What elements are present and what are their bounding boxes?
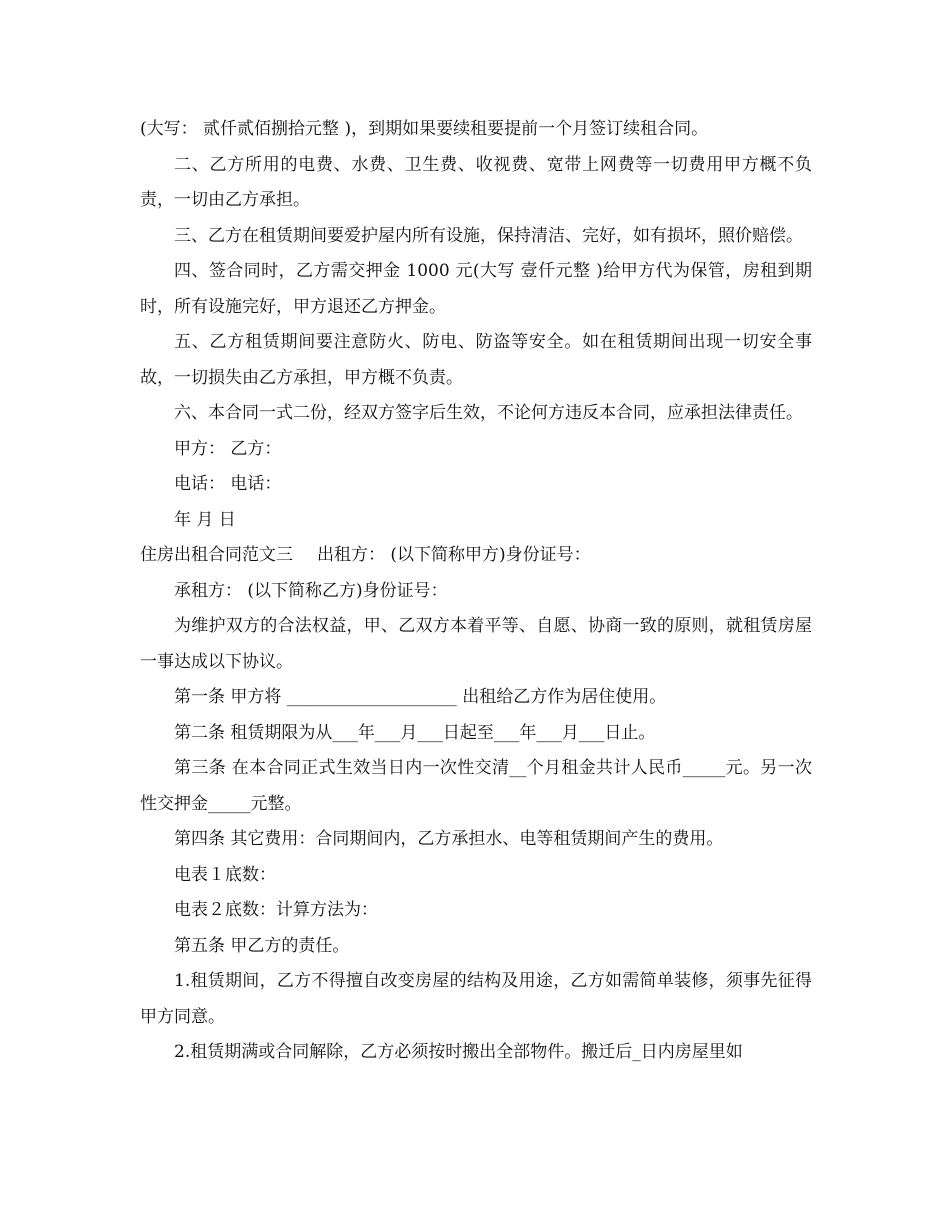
responsibility-item-one: 1.租赁期间，乙方不得擅自改变房屋的结构及用途，乙方如需简单装修，须事先征得甲方同意。 [140,971,812,1027]
meter-one-reading: 电表１底数： [174,864,276,885]
clause-six-copies: 六、本合同一式二份，经双方签字后生效，不论何方违反本合同，应承担法律责任。 [174,403,803,423]
document-body [140,112,812,1071]
signature-parties: 甲方： 乙方： [174,438,282,459]
clause-four-deposit: 四、签合同时，乙方需交押金 1000 元(大写 壹仟元整 )给甲方代为保管，房租到期时，所有设施完好，甲方退还乙方押金。 [140,261,812,317]
article-one: 第一条 甲方将 ____________________ 出租给乙方作为居住使用。 [174,687,667,707]
article-three: 第三条 在本合同正式生效当日内一次性交清__个月租金共计人民币_____元。另一次性交押金_____元整。 [140,758,812,814]
article-two: 第二条 租赁期限为从___年___月___日起至___年___月___日止。 [174,722,656,743]
clause-two-fees: 二、乙方所用的电费、水费、卫生费、收视费、宽带上网费等一切费用甲方概不负责，一切由乙方承担。 [140,154,812,210]
paragraph-rent-amount: (大写： 贰仟贰佰捌拾元整 )，到期如果要续租要提前一个月签订续租合同。 [140,119,709,139]
contract-three-heading [140,538,812,574]
meter-two-reading: 电表２底数：计算方法为： [174,900,378,920]
article-four: 第四条 其它费用：合同期间内，乙方承担水、电等租赁期间产生的费用。 [174,829,724,849]
signature-phone: 电话： 电话： [174,474,282,494]
contract-three-title: 住房出租合同范文三 [140,545,293,565]
intro-paragraph: 为维护双方的合法权益，甲、乙双方本着平等、自愿、协商一致的原则，就租赁房屋一事达成以下协议。 [140,616,812,672]
lessee-line: 承租方： (以下简称乙方)身份证号： [174,580,448,601]
lessor-line: 出租方： (以下简称甲方)身份证号： [317,545,591,565]
responsibility-item-two: 2.租赁期满或合同解除，乙方必须按时搬出全部物件。搬迁后_日内房屋里如 [174,1042,743,1062]
article-five: 第五条 甲乙方的责任。 [174,935,350,956]
clause-three-facilities: 三、乙方在租赁期间要爱护屋内所有设施，保持清洁、完好，如有损坏，照价赔偿。 [174,225,803,246]
signature-date: 年 月 日 [174,509,236,530]
clause-five-safety: 五、乙方租赁期间要注意防火、防电、防盗等安全。如在租赁期间出现一切安全事故，一切损失由乙方承担，甲方概不负责。 [140,332,812,388]
